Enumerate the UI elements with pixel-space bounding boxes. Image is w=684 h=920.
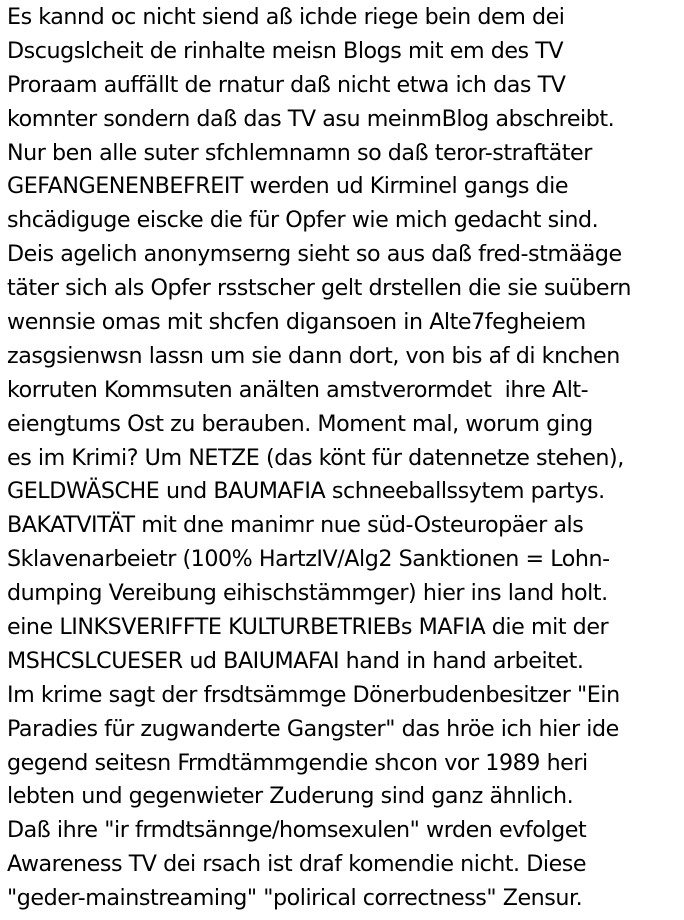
text-line-14: es im Krimi? Um NETZE (das könt für datennetze stehen), (7, 444, 624, 471)
text-line-27: "geder-mainstreaming" "polirical correctness" Zensur. (7, 885, 583, 912)
text-line-26: Awareness TV dei rsach ist draf komendie nicht. Diese (7, 851, 587, 878)
text-line-12: korruten Kommsuten anälten amstverormdet ihre Alt- (7, 376, 589, 403)
text-line-19: eine LINKSVERIFFTE KULTURBETRIEBs MAFIA die mit der (7, 614, 609, 641)
text-line-5: Nur ben alle suter sfchlemnamn so daß teror-straftäter (7, 139, 592, 166)
text-line-18: dumping Vereibung eihischstämmger) hier ins land holt. (7, 580, 608, 607)
text-line-13: eiengtums Ost zu berauben. Moment mal, worum ging (7, 410, 593, 437)
text-line-16: BAKATVITÄT mit dne manimr nue süd-Osteuropäer als (7, 512, 584, 539)
text-line-21: Im krime sagt der frsdtsämmge Dönerbudenbesitzer "Ein (7, 681, 620, 708)
text-line-24: lebten und gegenwieter Zuderung sind ganz ähnlich. (7, 783, 574, 810)
text-line-15: GELDWÄSCHE und BAUMAFIA schneeballssytem partys. (7, 478, 605, 505)
text-line-6: GEFANGENENBEFREIT werden ud Kirminel gangs die (7, 173, 569, 200)
text-line-8: Deis agelich anonymserng sieht so aus daß fred-stmääge (7, 241, 622, 268)
text-line-17: Sklavenarbeietr (100% HartzIV/Alg2 Sanktionen = Lohn- (7, 546, 610, 573)
text-line-11: zasgsienwsn lassn um sie dann dort, von bis af di knchen (7, 342, 620, 369)
text-line-9: täter sich als Opfer rsstscher gelt drstellen die sie suübern (7, 275, 632, 302)
text-line-3: Proraam auffällt de rnatur daß nicht etwa ich das TV (7, 71, 566, 98)
text-line-1: Es kannd oc nicht siend aß ichde riege bein dem dei (7, 4, 565, 30)
text-line-23: gegend seitesn Frmdtämmgendie shcon vor 1989 heri (7, 749, 588, 776)
text-line-4: komnter sondern daß das TV asu meinmBlog abschreibt. (7, 105, 615, 132)
document-text (7, 1, 683, 916)
text-line-20: MSHCSLCUESER ud BAIUMAFAI hand in hand arbeitet. (7, 647, 584, 674)
text-line-22: Paradies für zugwanderte Gangster" das hröe ich hier ide (7, 715, 619, 742)
text-line-2: Dscugslcheit de rinhalte meisn Blogs mit em des TV (7, 37, 564, 64)
text-line-7: shcädiguge eiscke die für Opfer wie mich gedacht sind. (7, 207, 599, 234)
text-line-25: Daß ihre "ir frmdtsännge/homsexulen" wrden evfolget (7, 817, 587, 844)
text-line-10: wennsie omas mit shcfen digansoen in Alte7fegheiem (7, 309, 586, 336)
